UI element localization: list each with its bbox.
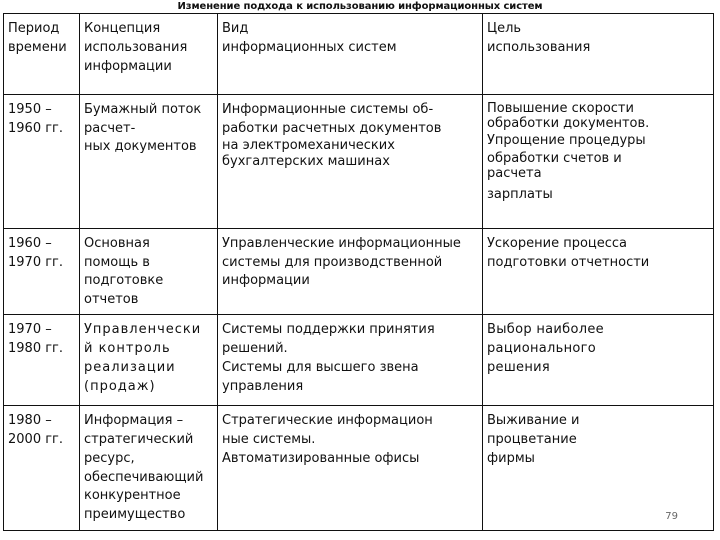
cell-line: 1970 – [8,322,52,338]
cell-line: ные системы. [222,431,316,447]
type-cell [218,94,483,228]
cell-line: подготовке [84,273,164,289]
cell-line: Вид [222,21,249,36]
cell-line: зарплаты [487,187,553,203]
cell-line: Выбор наиболее [487,322,604,338]
concept-cell [80,228,218,314]
table-row [4,315,714,406]
cell-line: Основная [84,235,150,251]
cell-line: Концепция [84,21,161,36]
cell-line: 1960 гг. [8,120,64,136]
table-row [4,94,714,228]
concept-cell [80,94,218,228]
cell-line: Цель [487,21,522,36]
cell-line: Управленческие информационные [222,235,461,251]
period-cell [4,315,80,406]
cell-line: использования [84,39,188,55]
cell-line: расчета [487,166,542,182]
cell-line: Период [8,21,60,36]
cell-line: использования [487,39,591,55]
cell-line: ных документов [84,139,197,155]
page-title: Изменение подхода к использованию информационных систем [177,1,543,12]
cell-line: Выживание и [487,413,580,429]
header-concept-cell [80,14,218,95]
cell-line: времени [8,39,67,55]
cell-line: помощь в [84,254,150,270]
cell-line: Автоматизированные офисы [222,450,420,466]
cell-line: 2000 гг. [8,431,64,447]
cell-line: ресурс, [84,450,135,466]
cell-line: Системы поддержки принятия [222,322,435,338]
cell-line: Информация – [84,413,184,429]
page-number: 79 [665,511,678,522]
header-period-cell [4,14,80,95]
cell-line: информации [222,273,310,289]
cell-line: бухгалтерских машинах [222,154,390,170]
cell-line: 1980 – [8,413,52,429]
cell-line: конкурентное [84,488,181,504]
period-cell [4,228,80,314]
table-header-row [4,14,714,95]
cell-line: Информационные системы об- [222,101,434,117]
cell-line: Стратегические информацион [222,413,433,429]
period-cell [4,94,80,228]
type-cell [218,315,483,406]
table-row [4,228,714,314]
concept-cell [80,315,218,406]
header-type-cell [218,14,483,95]
cell-line: (продаж) [84,378,156,394]
cell-line: й контроль [84,340,171,356]
goal-cell [483,228,714,314]
cell-line: фирмы [487,450,535,466]
cell-line: Системы для высшего звена [222,359,419,375]
cell-line: решения [487,359,551,375]
cell-line: процветание [487,431,577,447]
cell-line: стратегический [84,431,194,447]
table-row [4,406,714,531]
period-cell [4,406,80,531]
type-cell [218,228,483,314]
cell-line: информации [84,58,172,74]
cell-line: работки расчетных документов [222,120,442,136]
cell-line: 1980 гг. [8,340,64,356]
cell-line: преимущество [84,507,186,523]
cell-line: расчет- [84,120,136,136]
cell-line: 1970 гг. [8,254,64,270]
cell-line: Управленчески [84,322,202,338]
cell-line: на электромеханических [222,138,395,154]
cell-line: подготовки отчетности [487,254,650,270]
cell-line: 1960 – [8,235,52,251]
cell-line: Ускорение процесса [487,235,628,251]
cell-line: обеспечивающий [84,469,204,485]
cell-line: системы для производственной [222,254,443,270]
cell-line: Повышение скорости [487,100,634,116]
goal-cell [483,406,714,531]
type-cell [218,406,483,531]
goal-cell [483,315,714,406]
cell-line: Бумажный поток [84,101,202,117]
cell-line: обработки счетов и [487,150,622,166]
header-goal-cell [483,14,714,95]
cell-line: рационального [487,340,597,356]
cell-line: реализации [84,359,176,375]
cell-line: отчетов [84,292,139,308]
concept-cell [80,406,218,531]
cell-line: Упрощение процедуры [487,132,646,148]
cell-line: решений. [222,340,288,356]
cell-line: обработки документов. [487,116,650,132]
cell-line: 1950 – [8,101,52,117]
cell-line: информационных систем [222,39,397,55]
cell-line: управления [222,378,304,394]
goal-cell [483,94,714,228]
approach-table [3,13,714,531]
